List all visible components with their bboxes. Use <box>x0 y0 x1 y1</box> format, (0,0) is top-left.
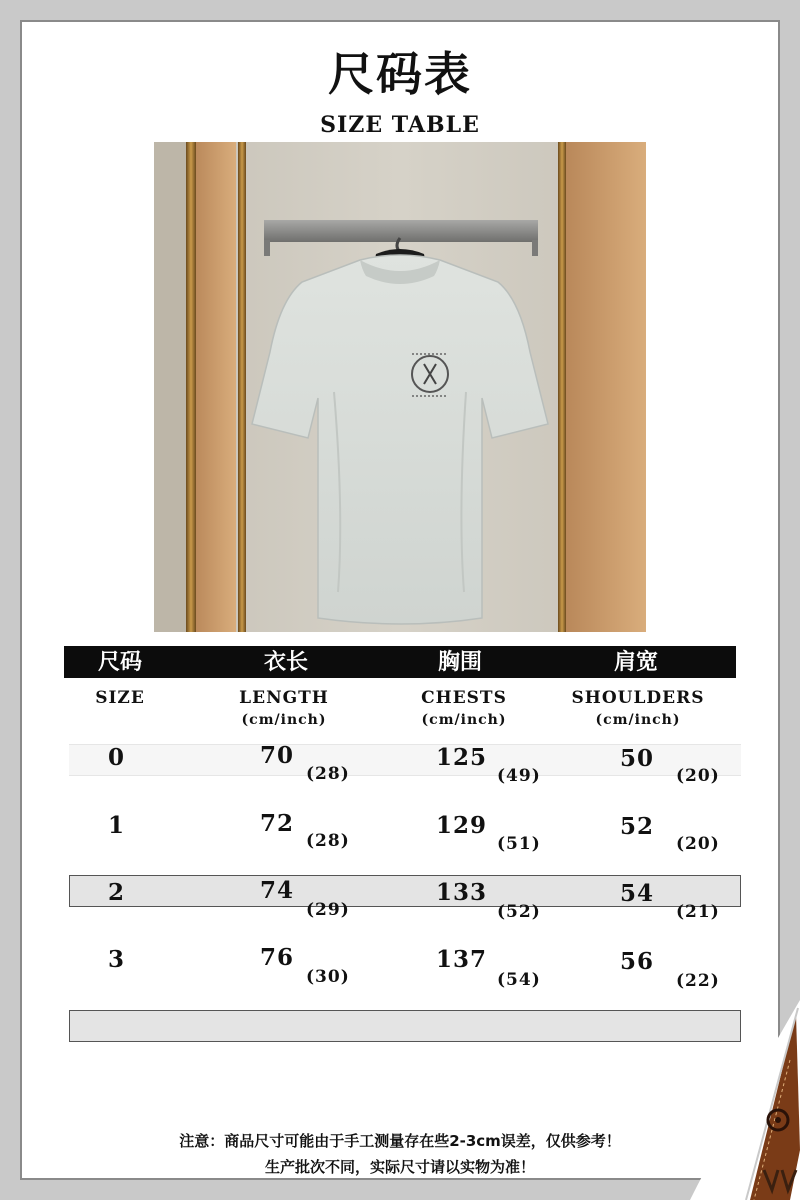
header-size-en: SIZE <box>95 688 145 708</box>
title-chinese: 尺码表 <box>328 47 472 101</box>
title-english: SIZE TABLE <box>320 112 480 138</box>
header-chest-cn: 胸围 <box>437 650 482 675</box>
header-size-cn: 尺码 <box>97 650 142 675</box>
cell-chest-inch: (49) <box>497 766 541 786</box>
cell-chest-inch: (52) <box>497 902 541 922</box>
cell-shoulder: 50 <box>620 745 655 772</box>
cell-length-inch: (28) <box>306 831 350 851</box>
cell-size: 3 <box>108 946 126 973</box>
cell-length-inch: (29) <box>306 900 350 920</box>
header-shoulder-cn: 肩宽 <box>613 650 658 675</box>
leather-tag-icon <box>690 1000 800 1200</box>
tshirt-photo <box>154 142 646 632</box>
cell-size: 0 <box>108 744 126 771</box>
header-chest-en: CHESTS (cm/inch) <box>421 688 507 728</box>
row-band-empty <box>69 1010 741 1042</box>
cell-size: 1 <box>108 812 126 839</box>
cell-chest-inch: (54) <box>497 970 541 990</box>
cell-chest: 125 <box>436 744 488 771</box>
cell-chest: 137 <box>436 946 488 973</box>
cell-size: 2 <box>108 879 126 906</box>
cell-shoulder-inch: (20) <box>676 766 720 786</box>
note-line-2: 生产批次不同，实际尺寸请以实物为准！ <box>264 1158 535 1176</box>
note-line-1: 注意：商品尺寸可能由于手工测量存在些2-3cm误差，仅供参考！ <box>179 1132 621 1150</box>
cell-chest: 129 <box>436 812 488 839</box>
cell-shoulder: 54 <box>620 880 655 907</box>
cell-length: 74 <box>260 877 295 904</box>
cell-shoulder-inch: (21) <box>676 902 720 922</box>
cell-length-inch: (28) <box>306 764 350 784</box>
cell-shoulder-inch: (22) <box>676 971 720 991</box>
cell-chest: 133 <box>436 879 488 906</box>
cell-chest-inch: (51) <box>497 834 541 854</box>
cell-shoulder-inch: (20) <box>676 834 720 854</box>
header-length-cn: 衣长 <box>263 650 308 675</box>
cell-length: 72 <box>260 810 295 837</box>
cell-length: 70 <box>260 742 295 769</box>
cell-length: 76 <box>260 944 295 971</box>
cell-shoulder: 52 <box>620 813 655 840</box>
header-length-en: LENGTH (cm/inch) <box>239 688 329 728</box>
cell-shoulder: 56 <box>620 948 655 975</box>
cell-length-inch: (30) <box>306 967 350 987</box>
header-shoulder-en: SHOULDERS (cm/inch) <box>571 688 705 728</box>
